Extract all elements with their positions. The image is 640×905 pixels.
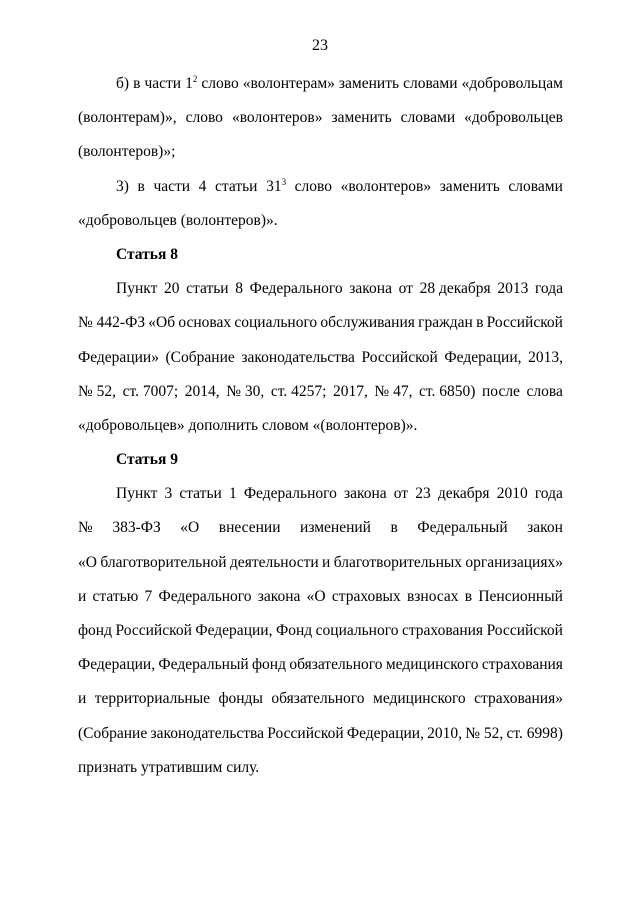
word: словами (508, 177, 563, 195)
page-number: 23 (312, 37, 328, 54)
word: от (393, 485, 409, 503)
word: № 442-ФЗ (78, 314, 146, 332)
word: внесении (218, 519, 281, 537)
word: обслуживания (320, 314, 415, 332)
word: страховых (331, 587, 401, 605)
article-8-line-1 (78, 272, 563, 306)
article-8-line-4 (78, 375, 563, 409)
word: Пункт (116, 280, 158, 298)
word: 20 (163, 280, 180, 298)
item-b-line-1 (78, 67, 563, 101)
word: обязательного (271, 690, 365, 708)
word: «О (78, 553, 97, 571)
word: 4 (198, 177, 207, 195)
word: страхования (401, 622, 484, 639)
article-9-heading: Статья 9 (116, 451, 178, 469)
word: ст. 7007; (122, 382, 179, 400)
superscript-number: $31^3$ (266, 176, 287, 195)
word: социального (315, 622, 399, 639)
word: 2013, (528, 348, 563, 366)
article-9-line-6 (78, 648, 563, 682)
word: Российской (361, 348, 438, 366)
word: 28 декабря (419, 280, 491, 298)
word: 2013 (497, 280, 529, 298)
word: Федеральный (158, 656, 249, 674)
word: и (322, 553, 331, 571)
word: статьи (186, 280, 229, 298)
word: Федерального (243, 485, 337, 503)
item-3-line-2: «добровольцев (волонтеров)». (78, 211, 278, 229)
word: словами (400, 109, 456, 127)
word: Российской (267, 724, 344, 742)
word: ст. 6998) (506, 724, 563, 742)
word: слово (185, 109, 223, 127)
word: № (78, 519, 93, 537)
article-9-line-1 (78, 477, 563, 511)
word: «Об (148, 314, 176, 332)
word: «волонтерам» (242, 75, 335, 92)
word: «добровольцев (464, 109, 563, 127)
word: декабря (437, 485, 490, 503)
word: «О (306, 587, 326, 605)
word: обязательного (289, 656, 383, 674)
word: заменить (338, 75, 400, 92)
word: Федерального (249, 280, 343, 298)
word: благотворительных (333, 553, 463, 571)
word: и (78, 587, 87, 605)
word: «О (180, 519, 200, 537)
word: части (153, 177, 191, 195)
word: Пенсионный (478, 587, 563, 605)
word: (Собрание (165, 348, 235, 366)
word: Федерации, (346, 724, 424, 742)
word: фонд (78, 622, 112, 639)
word: заменить (331, 109, 392, 127)
word: (волонтерам)», (78, 109, 177, 127)
word: Российской (486, 314, 563, 332)
word: территориальные (94, 690, 210, 708)
article-9-line-4 (78, 580, 563, 614)
word: медицинского (373, 690, 466, 708)
word: (Собрание (78, 724, 148, 742)
article-9-line-5 (78, 614, 563, 648)
word: № 47, (374, 382, 413, 400)
word: граждан (418, 314, 473, 332)
word: в (476, 314, 484, 332)
article-8-line-3 (78, 341, 563, 375)
word: слово (294, 177, 332, 195)
word: б) (116, 75, 130, 92)
word: 2010, (427, 724, 463, 742)
word: социального (234, 314, 318, 332)
word: статьи (215, 177, 258, 195)
word: Фонд (275, 622, 313, 639)
word: года (534, 485, 563, 503)
word: закона (349, 280, 392, 298)
word: «волонтеров» (231, 109, 323, 127)
word: Федерации, (444, 348, 522, 366)
word: статью (92, 587, 139, 605)
word: статьи (179, 485, 222, 503)
word: закон (527, 519, 563, 537)
word: 23 (415, 485, 431, 503)
article-9-line-2 (78, 511, 563, 545)
word: взносах (406, 587, 459, 605)
word: заменить (439, 177, 500, 195)
word: благотворительной (100, 553, 227, 571)
word: Федеральный (417, 519, 508, 537)
word: «добровольцам (461, 75, 563, 92)
word: 2010 (496, 485, 528, 503)
word: 2017, (332, 382, 368, 400)
word: после (482, 382, 520, 400)
article-8-line-5: «добровольцев» дополнить словом «(волонтеров)». (78, 416, 418, 434)
word: деятельности (229, 553, 319, 571)
word: № 52, (78, 382, 117, 400)
word: ст. 4257; (270, 382, 327, 400)
word: 1 (228, 485, 237, 503)
word: фонды (218, 690, 263, 708)
word: 8 (235, 280, 243, 298)
word: «волонтеров» (340, 177, 432, 195)
word: № 52, (465, 724, 504, 742)
document-body (78, 67, 563, 785)
word: Федерации, (78, 656, 156, 674)
word: законодательства (150, 724, 265, 742)
article-8-heading: Статья 8 (116, 245, 178, 263)
word: изменений (300, 519, 371, 537)
item-b-line-2 (78, 101, 563, 135)
article-9-line-9: признать утратившим силу. (78, 758, 260, 776)
word: части (144, 75, 182, 92)
article-9-line-8 (78, 717, 563, 751)
word: № 30, (226, 382, 265, 400)
word: Федерального (158, 587, 252, 605)
word: 383-ФЗ (112, 519, 161, 537)
word: 2014, (184, 382, 220, 400)
word: слова (526, 382, 563, 400)
article-8-line-2 (78, 306, 563, 340)
word: 7 (144, 587, 153, 605)
word: слово (201, 75, 239, 92)
item-b-line-3: (волонтеров)»; (78, 143, 176, 161)
word: закона (343, 485, 387, 503)
word: Федерации, (195, 622, 273, 639)
word: законодательства (241, 348, 355, 366)
word: в (390, 519, 398, 537)
word: фонд (252, 656, 286, 674)
word: Федерации» (78, 348, 159, 366)
word: от (398, 280, 413, 298)
word: в (464, 587, 473, 605)
word: страхования» (474, 690, 563, 708)
superscript-number: $1^2$ (185, 74, 198, 92)
word: в (137, 177, 145, 195)
word: Российской (486, 622, 563, 639)
word: ст. 6850) (419, 382, 476, 400)
word: словами (403, 75, 458, 92)
article-9-line-3 (78, 546, 563, 580)
item-3-line-1 (78, 170, 563, 204)
word: 3 (164, 485, 173, 503)
word: Пункт (116, 485, 158, 503)
word: закона (257, 587, 301, 605)
article-9-line-7 (78, 682, 563, 716)
word: страхования (481, 656, 563, 674)
word: Российской (115, 622, 192, 639)
word: медицинского (385, 656, 479, 674)
word: основах (178, 314, 232, 332)
word: 3) (116, 177, 129, 195)
word: в (133, 75, 141, 92)
word: и (78, 690, 87, 708)
word: года (534, 280, 563, 298)
word: организациях» (465, 553, 563, 571)
